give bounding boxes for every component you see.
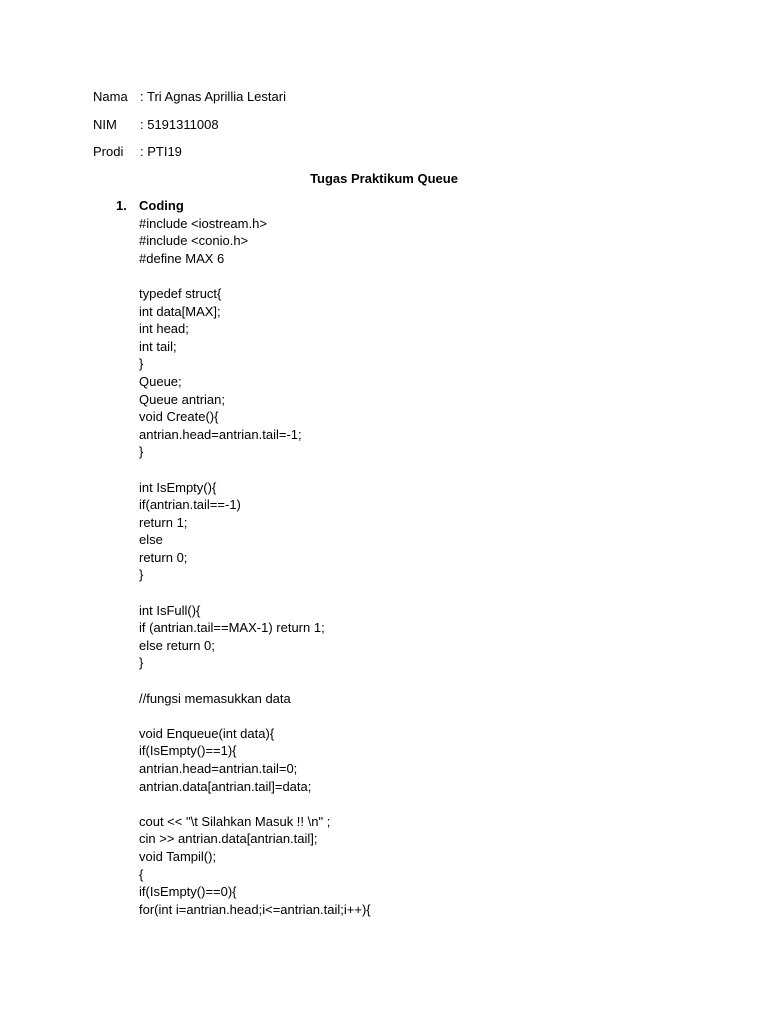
code-line bbox=[139, 795, 699, 813]
code-line: } bbox=[139, 567, 144, 583]
code-line: int tail; bbox=[139, 338, 177, 354]
code-line: void Enqueue(int data){ bbox=[139, 725, 275, 741]
nim-value: : 5191311008 bbox=[140, 117, 219, 132]
code-line: #include <iostream.h> bbox=[139, 215, 267, 231]
nim-label: NIM bbox=[93, 117, 117, 132]
code-line: typedef struct{ bbox=[139, 285, 222, 301]
code-line: void Create(){ bbox=[139, 409, 219, 425]
code-line: #define MAX 6 bbox=[139, 250, 225, 266]
code-line: for(int i=antrian.head;i<=antrian.tail;i++){ bbox=[139, 901, 371, 917]
code-line: if(IsEmpty()==0){ bbox=[139, 884, 237, 900]
name-value: : Tri Agnas Aprillia Lestari bbox=[140, 89, 286, 104]
document-title: Tugas Praktikum Queue bbox=[310, 171, 458, 186]
code-line: int IsFull(){ bbox=[139, 602, 201, 618]
code-line: int data[MAX]; bbox=[139, 303, 221, 319]
code-line: if(antrian.tail==-1) bbox=[139, 497, 241, 513]
code-line: Queue; bbox=[139, 373, 182, 389]
code-block bbox=[139, 197, 699, 918]
nim-row bbox=[93, 116, 219, 133]
list-number: 1. bbox=[116, 198, 127, 213]
prodi-row bbox=[93, 143, 182, 160]
code-line: else return 0; bbox=[139, 637, 215, 653]
document-title-row bbox=[0, 170, 768, 187]
code-line: cin >> antrian.data[antrian.tail]; bbox=[139, 831, 318, 847]
name-label: Nama bbox=[93, 89, 128, 104]
code-line: antrian.data[antrian.tail]=data; bbox=[139, 778, 312, 794]
code-line: antrian.head=antrian.tail=-1; bbox=[139, 426, 302, 442]
code-line: } bbox=[139, 655, 144, 671]
code-line: if(IsEmpty()==1){ bbox=[139, 743, 237, 759]
prodi-label: Prodi bbox=[93, 144, 124, 159]
code-line bbox=[139, 267, 699, 285]
code-line bbox=[139, 584, 699, 602]
code-line: return 1; bbox=[139, 514, 188, 530]
code-line: return 0; bbox=[139, 549, 188, 565]
code-line: } bbox=[139, 356, 144, 372]
code-line: antrian.head=antrian.tail=0; bbox=[139, 761, 298, 776]
code-line: #include <conio.h> bbox=[139, 233, 249, 249]
code-line: { bbox=[139, 866, 144, 882]
code-line: Queue antrian; bbox=[139, 391, 226, 407]
code-line bbox=[139, 707, 699, 725]
code-line: } bbox=[139, 444, 144, 460]
code-line: int IsEmpty(){ bbox=[139, 479, 217, 495]
code-line: void Tampil(); bbox=[139, 848, 217, 864]
code-line: //fungsi memasukkan data bbox=[139, 690, 291, 706]
section-heading: Coding bbox=[139, 198, 184, 213]
code-line bbox=[139, 461, 699, 479]
code-line bbox=[139, 672, 699, 690]
code-line: else bbox=[139, 532, 163, 548]
name-row bbox=[93, 88, 286, 105]
prodi-value: : PTI19 bbox=[140, 144, 182, 159]
code-line: int head; bbox=[139, 321, 189, 337]
code-line: cout << "\t Silahkan Masuk !! \n" ; bbox=[139, 813, 331, 829]
code-line: if (antrian.tail==MAX-1) return 1; bbox=[139, 620, 325, 636]
